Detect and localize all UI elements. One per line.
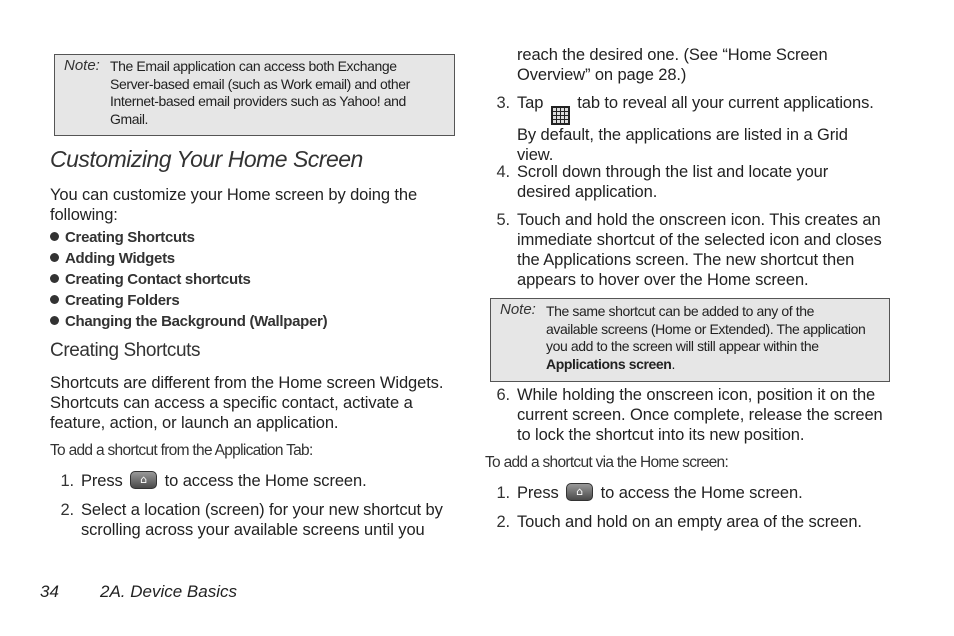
note-line: you add to the screen will still appear within the — [546, 338, 819, 354]
step-number: 4. — [496, 163, 510, 181]
step-line: view. — [517, 146, 554, 164]
step-number: 5. — [496, 211, 510, 229]
bullet-item: Creating Shortcuts — [50, 227, 327, 248]
home-key-icon — [566, 483, 593, 501]
section-heading: Customizing Your Home Screen — [50, 146, 363, 172]
bullet-icon — [50, 295, 59, 304]
step-line: immediate shortcut of the selected icon and closes — [517, 231, 882, 249]
step-text — [517, 93, 897, 165]
bullet-icon — [50, 253, 59, 262]
step-text — [517, 385, 897, 445]
step-number: 2. — [496, 513, 510, 531]
intro-line: You can customize your Home screen by doing the — [50, 186, 418, 204]
procedure-title: To add a shortcut via the Home screen: — [485, 454, 729, 471]
note-box-email — [54, 54, 455, 136]
step-text — [81, 500, 461, 540]
bullet-item: Changing the Background (Wallpaper) — [50, 311, 327, 332]
step-continuation — [517, 45, 897, 85]
para-line: Shortcuts can access a specific contact, activate a — [50, 394, 413, 412]
step-line: Scroll down through the list and locate your — [517, 163, 829, 181]
step-line: Overview” on page 28.) — [517, 66, 687, 84]
note-line: Applications screen. — [546, 355, 675, 372]
bullet-item: Creating Contact shortcuts — [50, 269, 327, 290]
subheading: Creating Shortcuts — [50, 340, 201, 361]
bullet-list — [50, 227, 327, 332]
step-line: the Applications screen. The new shortcut then — [517, 251, 855, 269]
bullet-icon — [50, 232, 59, 241]
step-line: While holding the onscreen icon, position it on the — [517, 386, 876, 404]
step-line: Tap tab to reveal all your current applications. — [517, 93, 897, 125]
step-line: scrolling across your available screens until you — [81, 521, 425, 539]
step-text: Press ⌂ to access the Home screen. — [81, 471, 461, 491]
step-number: 2. — [60, 501, 74, 519]
step-line: appears to hover over the Home screen. — [517, 271, 809, 289]
para-line: Shortcuts are different from the Home screen Widgets. — [50, 374, 444, 392]
note-line: Internet-based email providers such as Yahoo! and — [110, 93, 406, 109]
section-title: 2A. Device Basics — [100, 582, 237, 601]
note-line: available screens (Home or Extended). The application — [546, 320, 866, 337]
step-line: desired application. — [517, 183, 658, 201]
note-line: The same shortcut can be added to any of the — [546, 303, 815, 319]
step-number: 1. — [60, 472, 74, 490]
bullet-item: Creating Folders — [50, 290, 327, 311]
step-line: Select a location (screen) for your new shortcut by — [81, 501, 443, 519]
note-line: The Email application can access both Exchange — [110, 58, 397, 74]
bullet-icon — [50, 274, 59, 283]
procedure-title: To add a shortcut from the Application Tab: — [50, 442, 313, 459]
step-line: current screen. Once complete, release the screen — [517, 406, 883, 424]
step-number: 3. — [496, 94, 510, 112]
step-number: 1. — [496, 484, 510, 502]
step-line: By default, the applications are listed in a Grid — [517, 126, 848, 144]
note-line: Gmail. — [110, 110, 149, 127]
note-line: Server-based email (such as Work email) and other — [110, 75, 410, 92]
applications-grid-icon — [551, 106, 570, 125]
note-text — [546, 303, 886, 373]
bullet-icon — [50, 316, 59, 325]
step-line: to lock the shortcut into its new position. — [517, 426, 805, 444]
step-text — [517, 210, 897, 290]
step-text — [517, 162, 897, 202]
shortcuts-paragraph — [50, 373, 460, 433]
step-line: Touch and hold the onscreen icon. This creates an — [517, 211, 881, 229]
step-text: Touch and hold on an empty area of the screen. — [517, 513, 862, 531]
note-bold: Applications screen — [546, 355, 672, 372]
note-label: Note: — [500, 301, 536, 318]
note-text — [110, 58, 450, 128]
note-box-shortcut — [490, 298, 890, 382]
page-number: 34 — [40, 582, 59, 601]
note-label: Note: — [64, 57, 100, 74]
para-line: feature, action, or launch an application. — [50, 414, 339, 432]
home-key-icon — [130, 471, 157, 489]
intro-line: following: — [50, 206, 118, 224]
step-line: reach the desired one. (See “Home Screen — [517, 46, 828, 64]
bullet-item: Adding Widgets — [50, 248, 327, 269]
step-text: Press ⌂ to access the Home screen. — [517, 483, 897, 503]
intro-paragraph — [50, 185, 460, 225]
step-number: 6. — [496, 386, 510, 404]
